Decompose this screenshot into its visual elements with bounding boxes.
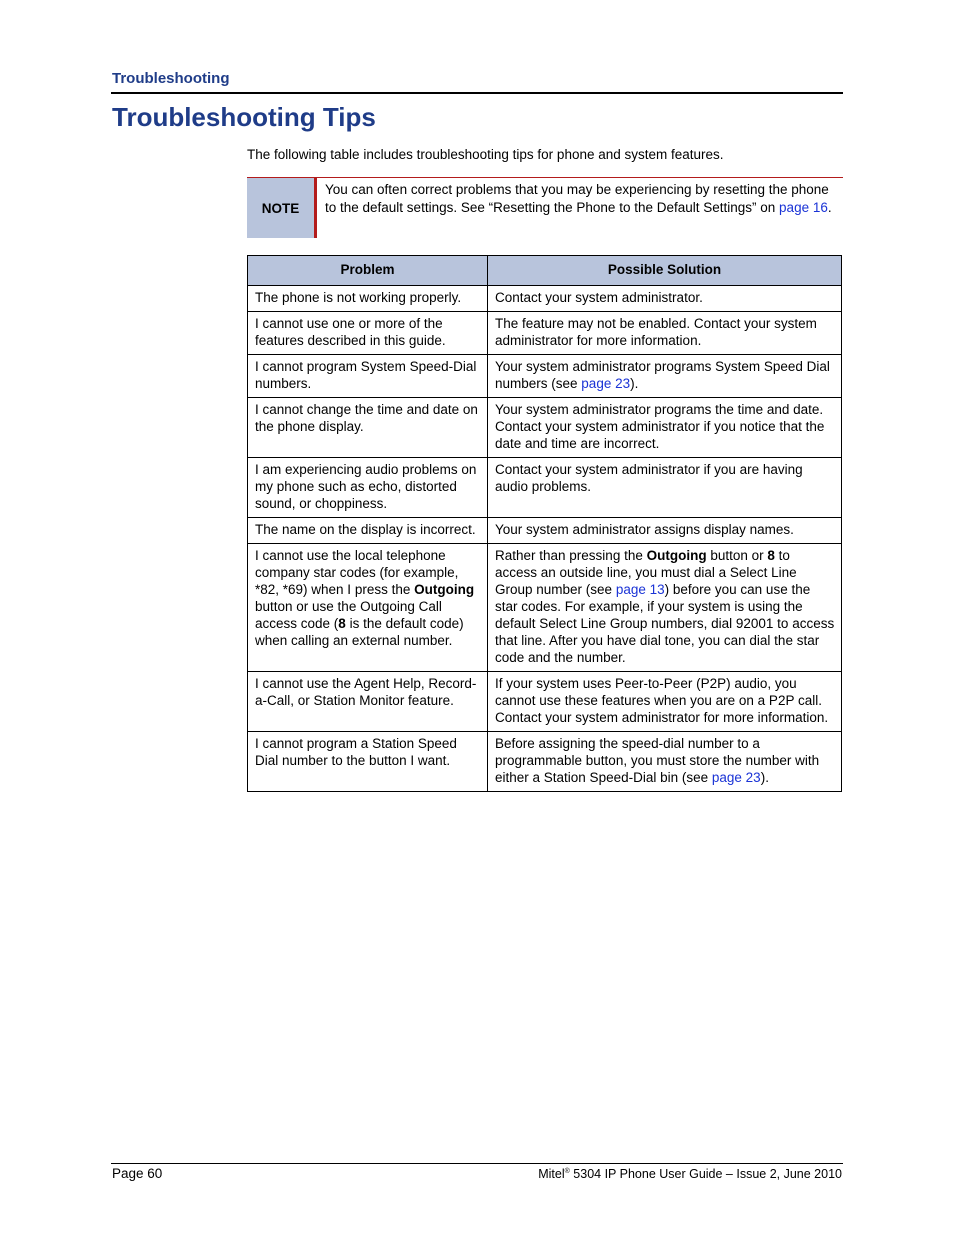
solution-text: button or bbox=[706, 548, 768, 563]
problem-cell: I cannot change the time and date on the phone display. bbox=[248, 398, 488, 458]
solution-page-link[interactable]: page 13 bbox=[615, 582, 665, 597]
solution-bold-text: Outgoing bbox=[646, 548, 707, 563]
table-row bbox=[248, 672, 842, 732]
table-row bbox=[248, 732, 842, 792]
table-row bbox=[248, 286, 842, 312]
problem-text: button or use the Outgoing Call access code ( bbox=[255, 599, 442, 631]
problem-cell: I am experiencing audio problems on my phone such as echo, distorted sound, or choppiness. bbox=[248, 458, 488, 518]
note-box bbox=[247, 177, 843, 238]
solution-cell: Your system administrator assigns display names. bbox=[488, 518, 842, 544]
footer-guide-title bbox=[538, 1167, 842, 1181]
intro-text: The following table includes troubleshooting tips for phone and system features. bbox=[247, 147, 724, 162]
registered-mark: ® bbox=[564, 1167, 570, 1175]
table-row bbox=[248, 458, 842, 518]
note-text-before: You can often correct problems that you may be experiencing by resetting the phone to the default settings. See “Resetting the Phone to the Default Settings” on bbox=[325, 182, 829, 215]
page-title: Troubleshooting Tips bbox=[112, 102, 376, 132]
solution-cell: If your system uses Peer-to-Peer (P2P) audio, you cannot use these features when you are on a P2P call. Contact your system administrator for more information. bbox=[488, 672, 842, 732]
solution-cell: Your system administrator programs the time and date. Contact your system administrator if you notice that the date and time are incorrect. bbox=[488, 398, 842, 458]
page-number: Page 60 bbox=[112, 1166, 163, 1181]
column-header-problem: Problem bbox=[248, 256, 488, 286]
column-header-solution: Possible Solution bbox=[488, 256, 842, 286]
solution-bold-text: 8 bbox=[767, 548, 775, 563]
solution-text: Rather than pressing the bbox=[495, 548, 647, 563]
note-label: NOTE bbox=[247, 178, 317, 238]
table-row bbox=[248, 312, 842, 355]
footer-guide-text: 5304 IP Phone User Guide – Issue 2, June 2010 bbox=[569, 1167, 842, 1181]
troubleshooting-table bbox=[247, 255, 842, 792]
solution-cell: Contact your system administrator if you are having audio problems. bbox=[488, 458, 842, 518]
note-text-after: . bbox=[827, 199, 832, 215]
problem-text: is the default code) when calling an external number. bbox=[255, 616, 464, 648]
solution-text: ) before you can use the star codes. For example, if your system is using the default Select Line Group numbers, dial 92001 to access that line. After you have dial tone, you can dial the star code and the number. bbox=[495, 582, 835, 665]
problem-bold-text: 8 bbox=[338, 616, 346, 631]
solution-text: Your system administrator programs System Speed Dial numbers (see bbox=[495, 359, 830, 391]
table-row bbox=[248, 398, 842, 458]
note-text bbox=[325, 181, 841, 216]
footer-brand: Mitel bbox=[538, 1167, 565, 1181]
problem-text: I cannot use the local telephone company star codes (for example, *82, *69) when I press the bbox=[255, 548, 459, 597]
problem-cell: The name on the display is incorrect. bbox=[248, 518, 488, 544]
note-page-link[interactable]: page 16 bbox=[779, 199, 828, 215]
table-header-row bbox=[248, 256, 842, 286]
running-header: Troubleshooting bbox=[112, 70, 230, 87]
solution-text: ). bbox=[760, 770, 769, 785]
problem-cell bbox=[248, 544, 488, 672]
solution-cell bbox=[488, 544, 842, 672]
header-rule bbox=[111, 92, 843, 94]
problem-cell: The phone is not working properly. bbox=[248, 286, 488, 312]
table-row bbox=[248, 355, 842, 398]
problem-cell: I cannot use one or more of the features described in this guide. bbox=[248, 312, 488, 355]
solution-text: to access an outside line, you must dial a Select Line Group number (see bbox=[495, 548, 797, 597]
solution-page-link[interactable]: page 23 bbox=[581, 376, 631, 391]
footer-rule bbox=[111, 1163, 843, 1164]
solution-cell: The feature may not be enabled. Contact your system administrator for more information. bbox=[488, 312, 842, 355]
table-row bbox=[248, 518, 842, 544]
problem-bold-text: Outgoing bbox=[414, 582, 475, 597]
solution-text: ). bbox=[630, 376, 639, 391]
problem-cell: I cannot program a Station Speed Dial number to the button I want. bbox=[248, 732, 488, 792]
solution-cell bbox=[488, 355, 842, 398]
problem-cell: I cannot use the Agent Help, Record-a-Call, or Station Monitor feature. bbox=[248, 672, 488, 732]
solution-cell bbox=[488, 732, 842, 792]
solution-page-link[interactable]: page 23 bbox=[711, 770, 761, 785]
solution-cell: Contact your system administrator. bbox=[488, 286, 842, 312]
table-row bbox=[248, 544, 842, 672]
solution-text: Before assigning the speed-dial number to a programmable button, you must store the number with either a Station Speed-Dial bin (see bbox=[495, 736, 820, 785]
problem-cell: I cannot program System Speed-Dial numbers. bbox=[248, 355, 488, 398]
